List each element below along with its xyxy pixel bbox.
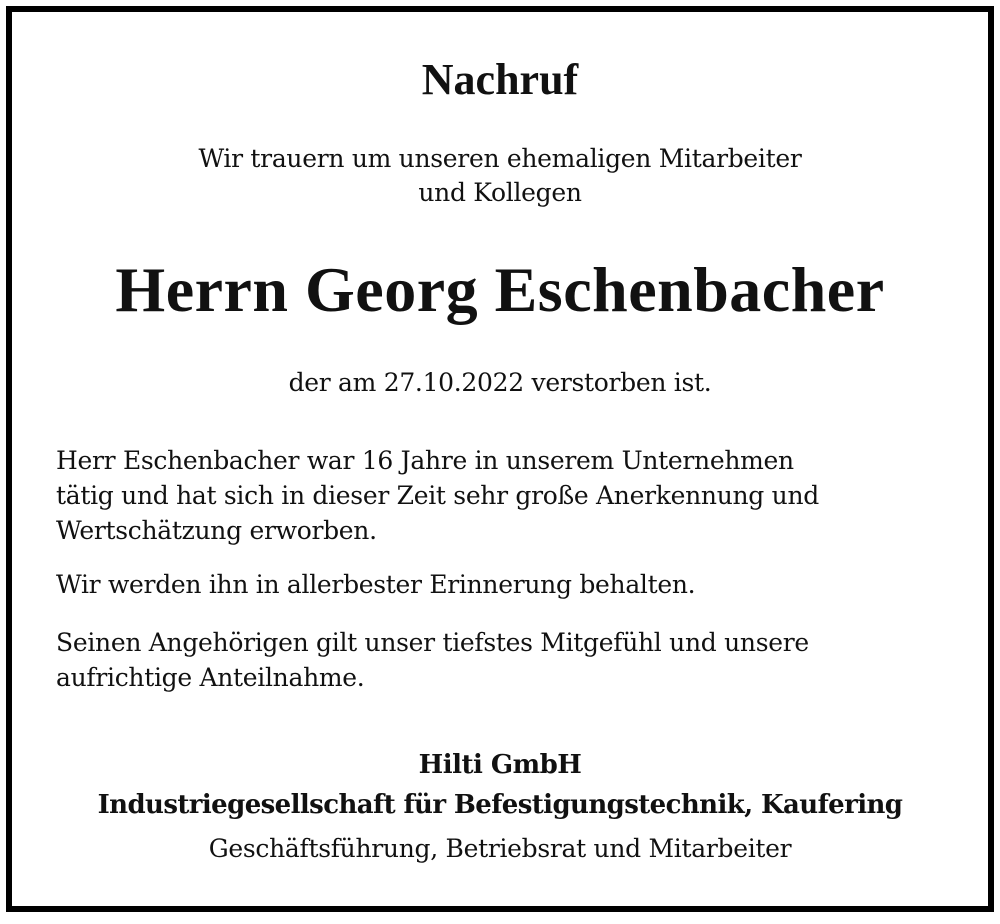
paragraph-condolence-line-1: Seinen Angehörigen gilt unser tiefstes Mitgefühl und unsere <box>56 628 809 657</box>
paragraph-tribute-line-1: Herr Eschenbacher war 16 Jahre in unserem Unternehmen <box>56 446 794 475</box>
paragraph-tribute-line-2: tätig und hat sich in dieser Zeit sehr große Anerkennung und <box>56 481 819 510</box>
signers-line: Geschäftsführung, Betriebsrat und Mitarbeiter <box>208 834 792 863</box>
deceased-name: Herrn Georg Eschenbacher <box>115 254 885 325</box>
death-date-line: der am 27.10.2022 verstorben ist. <box>288 368 712 397</box>
paragraph-tribute-line-3: Wertschätzung erworben. <box>56 516 377 545</box>
notice-title: Nachruf <box>421 55 579 104</box>
paragraph-tribute <box>56 443 960 548</box>
paragraph-condolence-line-2: aufrichtige Anteilnahme. <box>56 663 365 692</box>
company-subtitle: Industriegesellschaft für Befestigungstechnik, Kaufering <box>97 790 903 820</box>
paragraph-remembrance: Wir werden ihn in allerbester Erinnerung behalten. <box>56 570 696 599</box>
company-name: Hilti GmbH <box>418 750 582 780</box>
intro-line-2: und Kollegen <box>418 178 582 207</box>
intro-text <box>0 142 1000 210</box>
paragraph-condolence <box>56 625 960 695</box>
intro-line-1: Wir trauern um unseren ehemaligen Mitarbeiter <box>198 144 802 173</box>
